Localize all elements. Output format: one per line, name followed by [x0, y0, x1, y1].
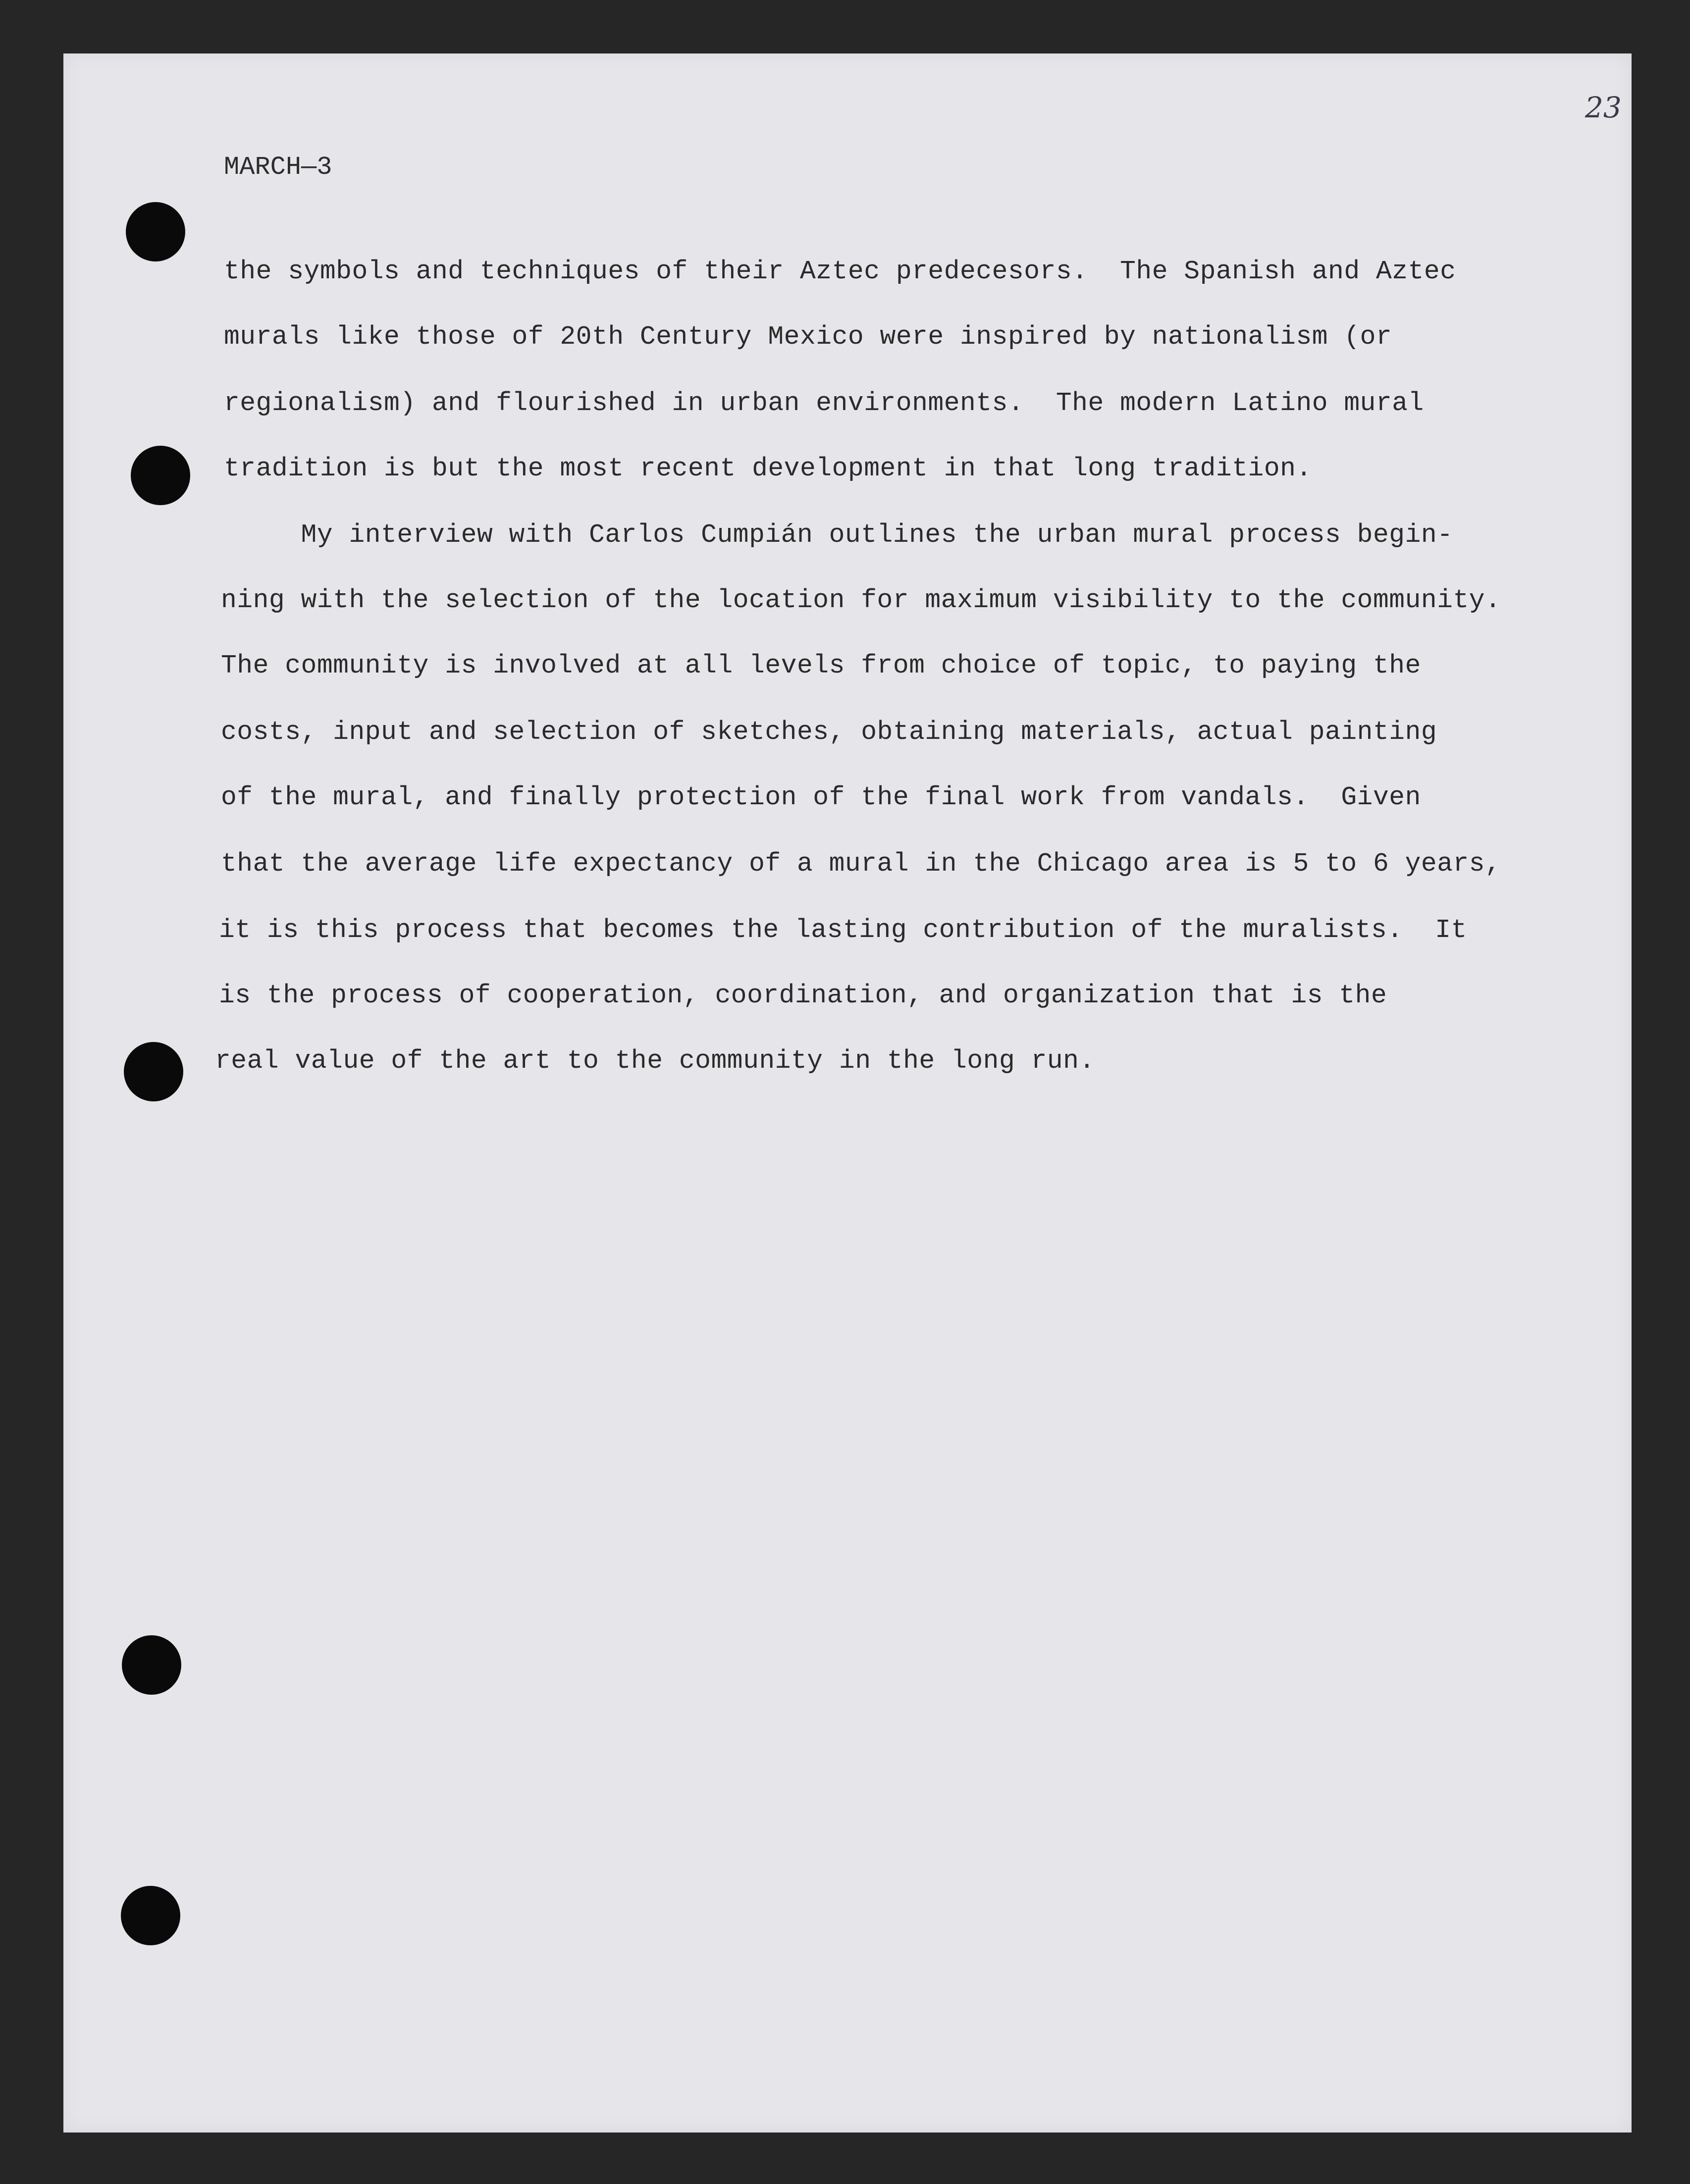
text-line: The community is involved at all levels from choice of topic, to paying the [221, 651, 1421, 680]
text-line: of the mural, and finally protection of the final work from vandals. Given [221, 782, 1421, 812]
text-line: regionalism) and flourished in urban environments. The modern Latino mural [224, 388, 1424, 418]
text-line: murals like those of 20th Century Mexico were inspired by nationalism (or [224, 322, 1392, 352]
running-header: MARCH—3 [224, 153, 332, 182]
typewritten-page [63, 53, 1632, 2132]
text-line: costs, input and selection of sketches, obtaining materials, actual painting [221, 717, 1437, 747]
text-line: real value of the art to the community in the long run. [215, 1046, 1095, 1076]
punch-hole-2 [131, 446, 190, 505]
text-line: ning with the selection of the location for maximum visibility to the community. [221, 585, 1501, 615]
text-line: the symbols and techniques of their Aztec predecesors. The Spanish and Aztec [224, 257, 1456, 286]
text-line: tradition is but the most recent development in that long tradition. [224, 454, 1312, 483]
text-line: it is this process that becomes the lasting contribution of the muralists. It [219, 915, 1467, 945]
text-line: that the average life expectancy of a mural in the Chicago area is 5 to 6 years, [221, 849, 1501, 879]
punch-hole-5 [121, 1886, 180, 1945]
page-number: 23 [1585, 91, 1622, 124]
text-line: is the process of cooperation, coordination, and organization that is the [219, 981, 1387, 1010]
punch-hole-4 [122, 1635, 181, 1695]
text-line: My interview with Carlos Cumpián outlines the urban mural process begin- [221, 520, 1453, 550]
punch-hole-3 [124, 1042, 183, 1101]
punch-hole-1 [126, 202, 185, 261]
